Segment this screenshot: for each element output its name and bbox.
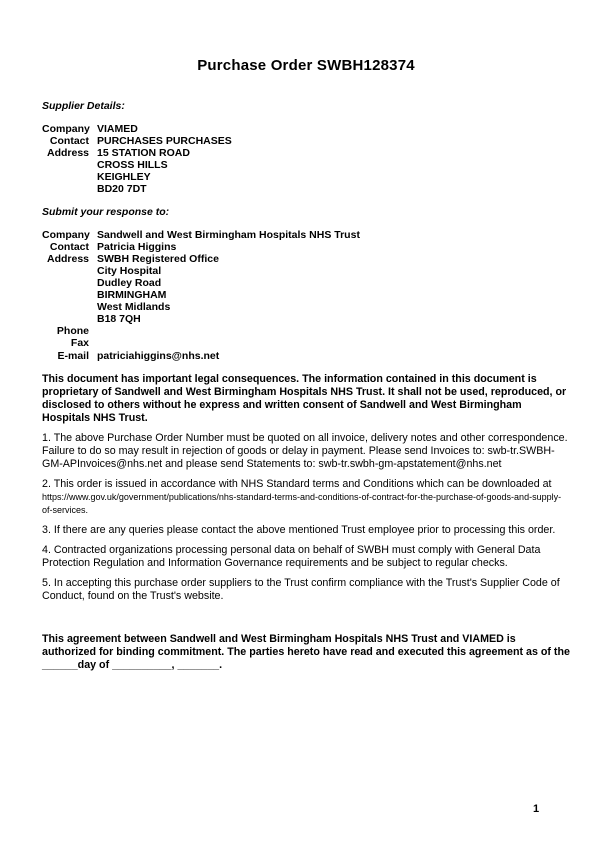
term-text: 2. This order is issued in accordance with NHS Standard terms and Conditions which can be downloaded at [42, 477, 552, 490]
term-text: 5. In accepting this purchase order suppliers to the Trust confirm compliance with the Trust's Supplier Code of Conduct, found on the Trust's website. [42, 576, 560, 602]
field-value-line: B18 7QH [97, 313, 141, 326]
field-value [97, 135, 570, 147]
field-value-line: West Midlands [97, 301, 171, 314]
field-value-line [97, 325, 570, 337]
field-value-line: BIRMINGHAM [97, 289, 167, 302]
field-label: Company [42, 123, 90, 135]
term-paragraph [42, 432, 570, 471]
field-label: Contact [49, 240, 89, 253]
field-value-line: KEIGHLEY [97, 171, 151, 184]
legal-notice: This document has important legal consequences. The information contained in this document is proprietary of Sandwell and West Birmingham Hospitals NHS Trust. It shall not be used, reproduced, or disclosed to others without he express and written consent of Sandwell and West Birmingham Hospitals NHS Trust. [42, 372, 567, 424]
field-label: Fax [70, 337, 89, 350]
field-value-line: 15 STATION ROAD [97, 147, 190, 160]
term-url-text: https://www.gov.uk/government/publications/nhs-standard-terms-and-conditions-of-contract-for-the-purchase-of-goods-and-supply-of-services. [42, 491, 562, 515]
term-paragraph [42, 544, 570, 570]
field-label: Address [46, 147, 89, 160]
page-number: 1 [533, 803, 540, 815]
term-paragraph [42, 577, 570, 603]
field-value [97, 350, 570, 362]
page-title: Purchase Order SWBH128374 [197, 57, 415, 74]
submit-response-heading: Submit your response to: [42, 205, 170, 218]
field-label: Contact [49, 135, 89, 148]
field-value-line: City Hospital [97, 264, 162, 277]
field-value-line: Patricia Higgins [97, 240, 177, 253]
field-value [97, 253, 570, 326]
field-value [97, 147, 570, 195]
field-label: Company [42, 228, 90, 241]
field-value [97, 241, 570, 253]
field-value-line: Dudley Road [97, 276, 162, 289]
field-value-line: CROSS HILLS [97, 159, 168, 172]
term-text: 3. If there are any queries please contact the above mentioned Trust employee prior to processing this order. [42, 523, 556, 536]
field-label: Address [46, 252, 89, 265]
field-value [97, 229, 570, 241]
field-value-line: VIAMED [97, 123, 138, 135]
term-paragraph [42, 524, 570, 537]
field-value-line: PURCHASES PURCHASES [97, 135, 232, 148]
field-value-line: SWBH Registered Office [97, 252, 219, 265]
field-value [97, 337, 570, 349]
supplier-details-heading: Supplier Details: [42, 100, 125, 112]
supplier-details-table [42, 123, 570, 196]
agreement-text: This agreement between Sandwell and West Birmingham Hospitals NHS Trust and VIAMED is authorized for binding commitment. The parties hereto have read and executed this agreement as of the ______day of __________, _______. [42, 632, 570, 671]
field-value [97, 123, 570, 135]
field-label: E-mail [57, 349, 89, 362]
field-value-line: Sandwell and West Birmingham Hospitals NHS Trust [97, 228, 360, 241]
field-value-line [97, 337, 570, 349]
field-value-line: BD20 7DT [97, 183, 147, 196]
response-details-table [42, 229, 570, 362]
term-paragraph [42, 478, 570, 517]
field-value-line: patriciahiggins@nhs.net [97, 349, 220, 362]
field-label: Phone [56, 325, 89, 338]
term-text: 4. Contracted organizations processing personal data on behalf of SWBH must comply with General Data Protection Regulation and Information Governance requirements and be subject to regular checks. [42, 543, 541, 569]
term-text: 1. The above Purchase Order Number must be quoted on all invoice, delivery notes and other correspondence. Failure to do so may result in rejection of goods or delay in payment. Please send Invoices to: swb-tr.SWBH-GM-APInvoices@nhs.net and please send Statements to: swb-tr.swbh-gm-apstatement@nhs.net [42, 431, 568, 470]
terms-list [42, 432, 570, 603]
field-value [97, 325, 570, 337]
page-content [42, 0, 570, 672]
